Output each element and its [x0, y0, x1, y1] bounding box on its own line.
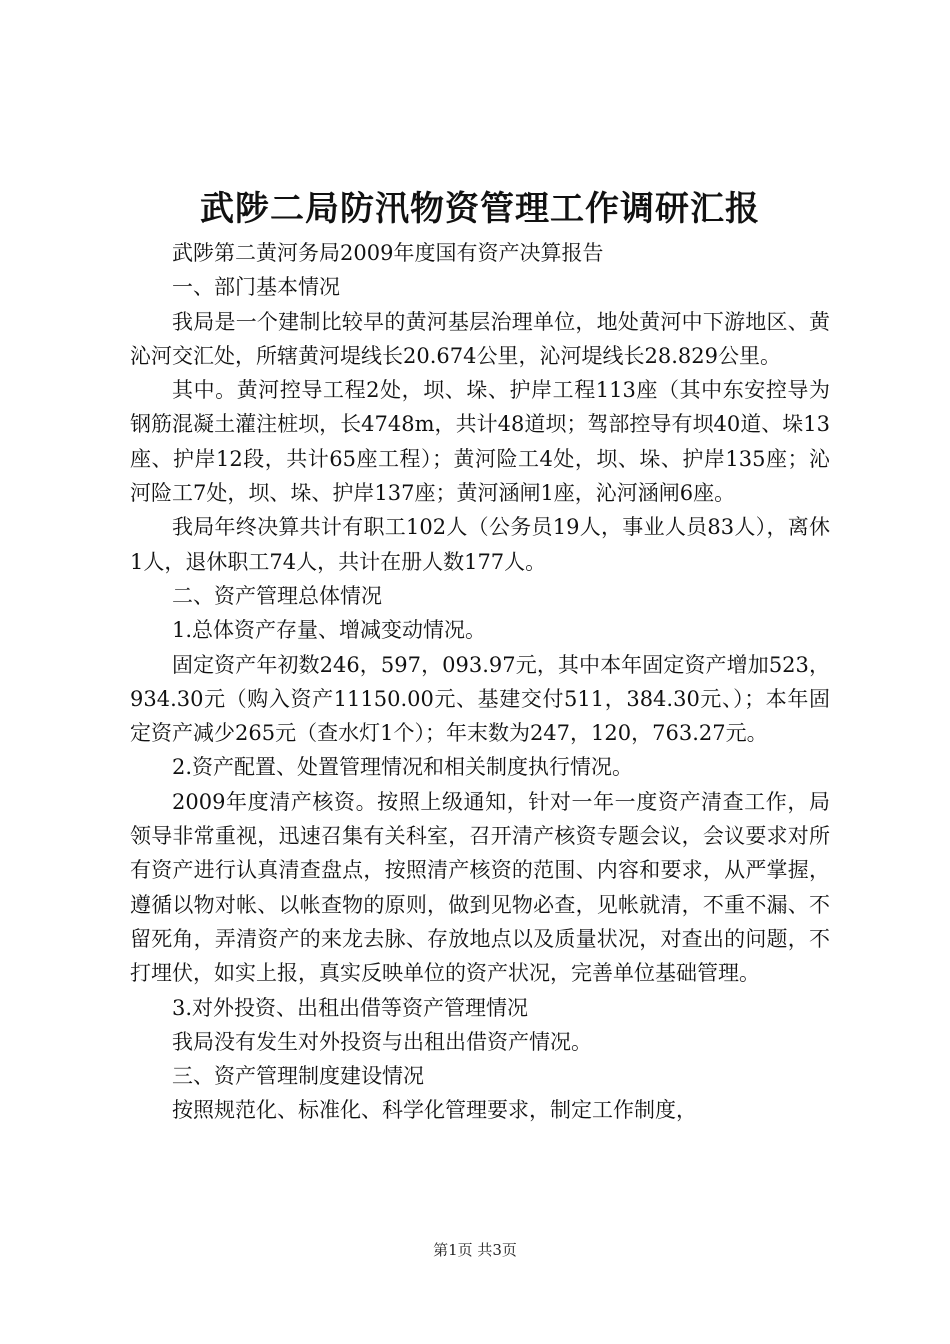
section-heading-2: 二、资产管理总体情况 — [172, 583, 382, 608]
paragraph: 固定资产年初数246，597，093.97元，其中本年固定资产增加523，934.30元（购入资产11150.00元、基建交付511，384.30元、）；本年固定资产减少265元（查水灯1个）；年末数为247，120，763.27元。 — [130, 652, 830, 746]
paragraph: 按照规范化、标准化、科学化管理要求，制定工作制度， — [172, 1098, 697, 1123]
subsection-heading-2: 2.资产配置、处置管理情况和相关制度执行情况。 — [172, 755, 634, 780]
document-title: 武陟二局防汛物资管理工作调研汇报 — [200, 189, 760, 229]
page-number: 第1页 共3页 — [433, 1241, 517, 1259]
paragraph: 2009年度清产核资。按照上级通知，针对一年一度资产清查工作，局领导非常重视，迅速召集有关科室，召开清产核资专题会议，会议要求对所有资产进行认真清查盘点，按照清产核资的范围、内容和要求，从严掌握，遵循以物对帐、以帐查物的原则，做到见物必查，见帐就清，不重不漏、不留死角，弄清资产的来龙去脉、存放地点以及质量状况，对查出的问题，不打埋伏，如实上报，真实反映单位的资产状况，完善单位基础管理。 — [130, 789, 830, 986]
report-subtitle: 武陟第二黄河务局2009年度国有资产决算报告 — [172, 241, 604, 265]
subsection-heading-3: 3.对外投资、出租出借等资产管理情况 — [172, 995, 529, 1020]
section-heading-1: 一、部门基本情况 — [172, 275, 340, 300]
subsection-heading-1: 1.总体资产存量、增减变动情况。 — [172, 618, 487, 643]
paragraph: 我局没有发生对外投资与出租出借资产情况。 — [172, 1029, 592, 1054]
section-heading-3: 三、资产管理制度建设情况 — [172, 1064, 424, 1089]
paragraph: 其中。黄河控导工程2处，坝、垛、护岸工程113座（其中东安控导为钢筋混凝土灌注桩坝，长4748m，共计48道坝；驾部控导有坝40道、垛13座、护岸12段，共计65座工程）；黄河险工4处，坝、垛、护岸135座；沁河险工7处，坝、垛、护岸137座；黄河涵闸1座，沁河涵闸6座。 — [130, 378, 830, 506]
document-body — [130, 236, 830, 1128]
paragraph: 我局年终决算共计有职工102人（公务员19人，事业人员83人），离休1人，退休职工74人，共计在册人数177人。 — [130, 515, 830, 574]
paragraph: 我局是一个建制比较早的黄河基层治理单位，地处黄河中下游地区、黄沁河交汇处，所辖黄河堤线长20.674公里，沁河堤线长28.829公里。 — [130, 309, 830, 368]
